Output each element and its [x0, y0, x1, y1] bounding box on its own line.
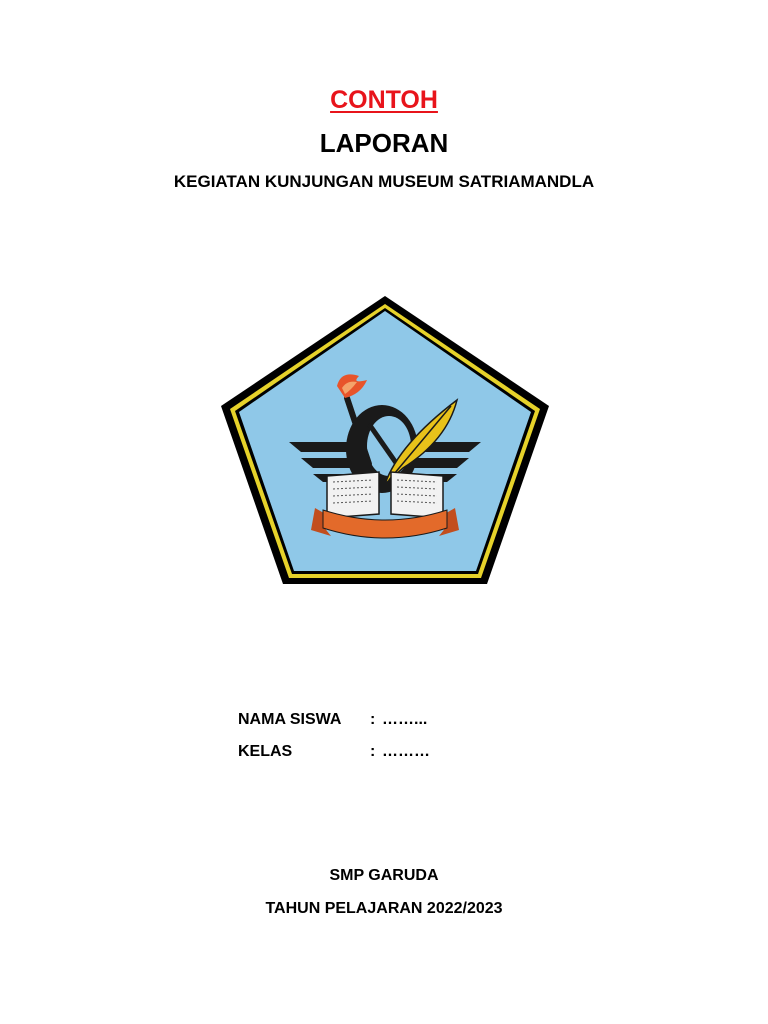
school-emblem-svg	[219, 294, 551, 586]
student-class-value: ………	[382, 743, 430, 760]
student-name-row	[238, 704, 430, 736]
student-name-colon: :	[370, 711, 376, 728]
student-name-label: NAMA SISWA	[238, 711, 342, 728]
student-class-row	[238, 736, 430, 768]
academic-year: TAHUN PELAJARAN 2022/2023	[265, 900, 503, 917]
student-class-colon: :	[370, 743, 376, 760]
school-emblem	[219, 294, 551, 586]
school-name: SMP GARUDA	[329, 867, 439, 884]
student-class-label: KELAS	[238, 743, 293, 760]
student-info	[238, 704, 430, 768]
sample-label: CONTOH	[330, 86, 438, 114]
report-subtitle: KEGIATAN KUNJUNGAN MUSEUM SATRIAMANDLA	[173, 172, 595, 191]
report-title: LAPORAN	[319, 128, 449, 158]
student-name-value: ……...	[382, 711, 428, 728]
